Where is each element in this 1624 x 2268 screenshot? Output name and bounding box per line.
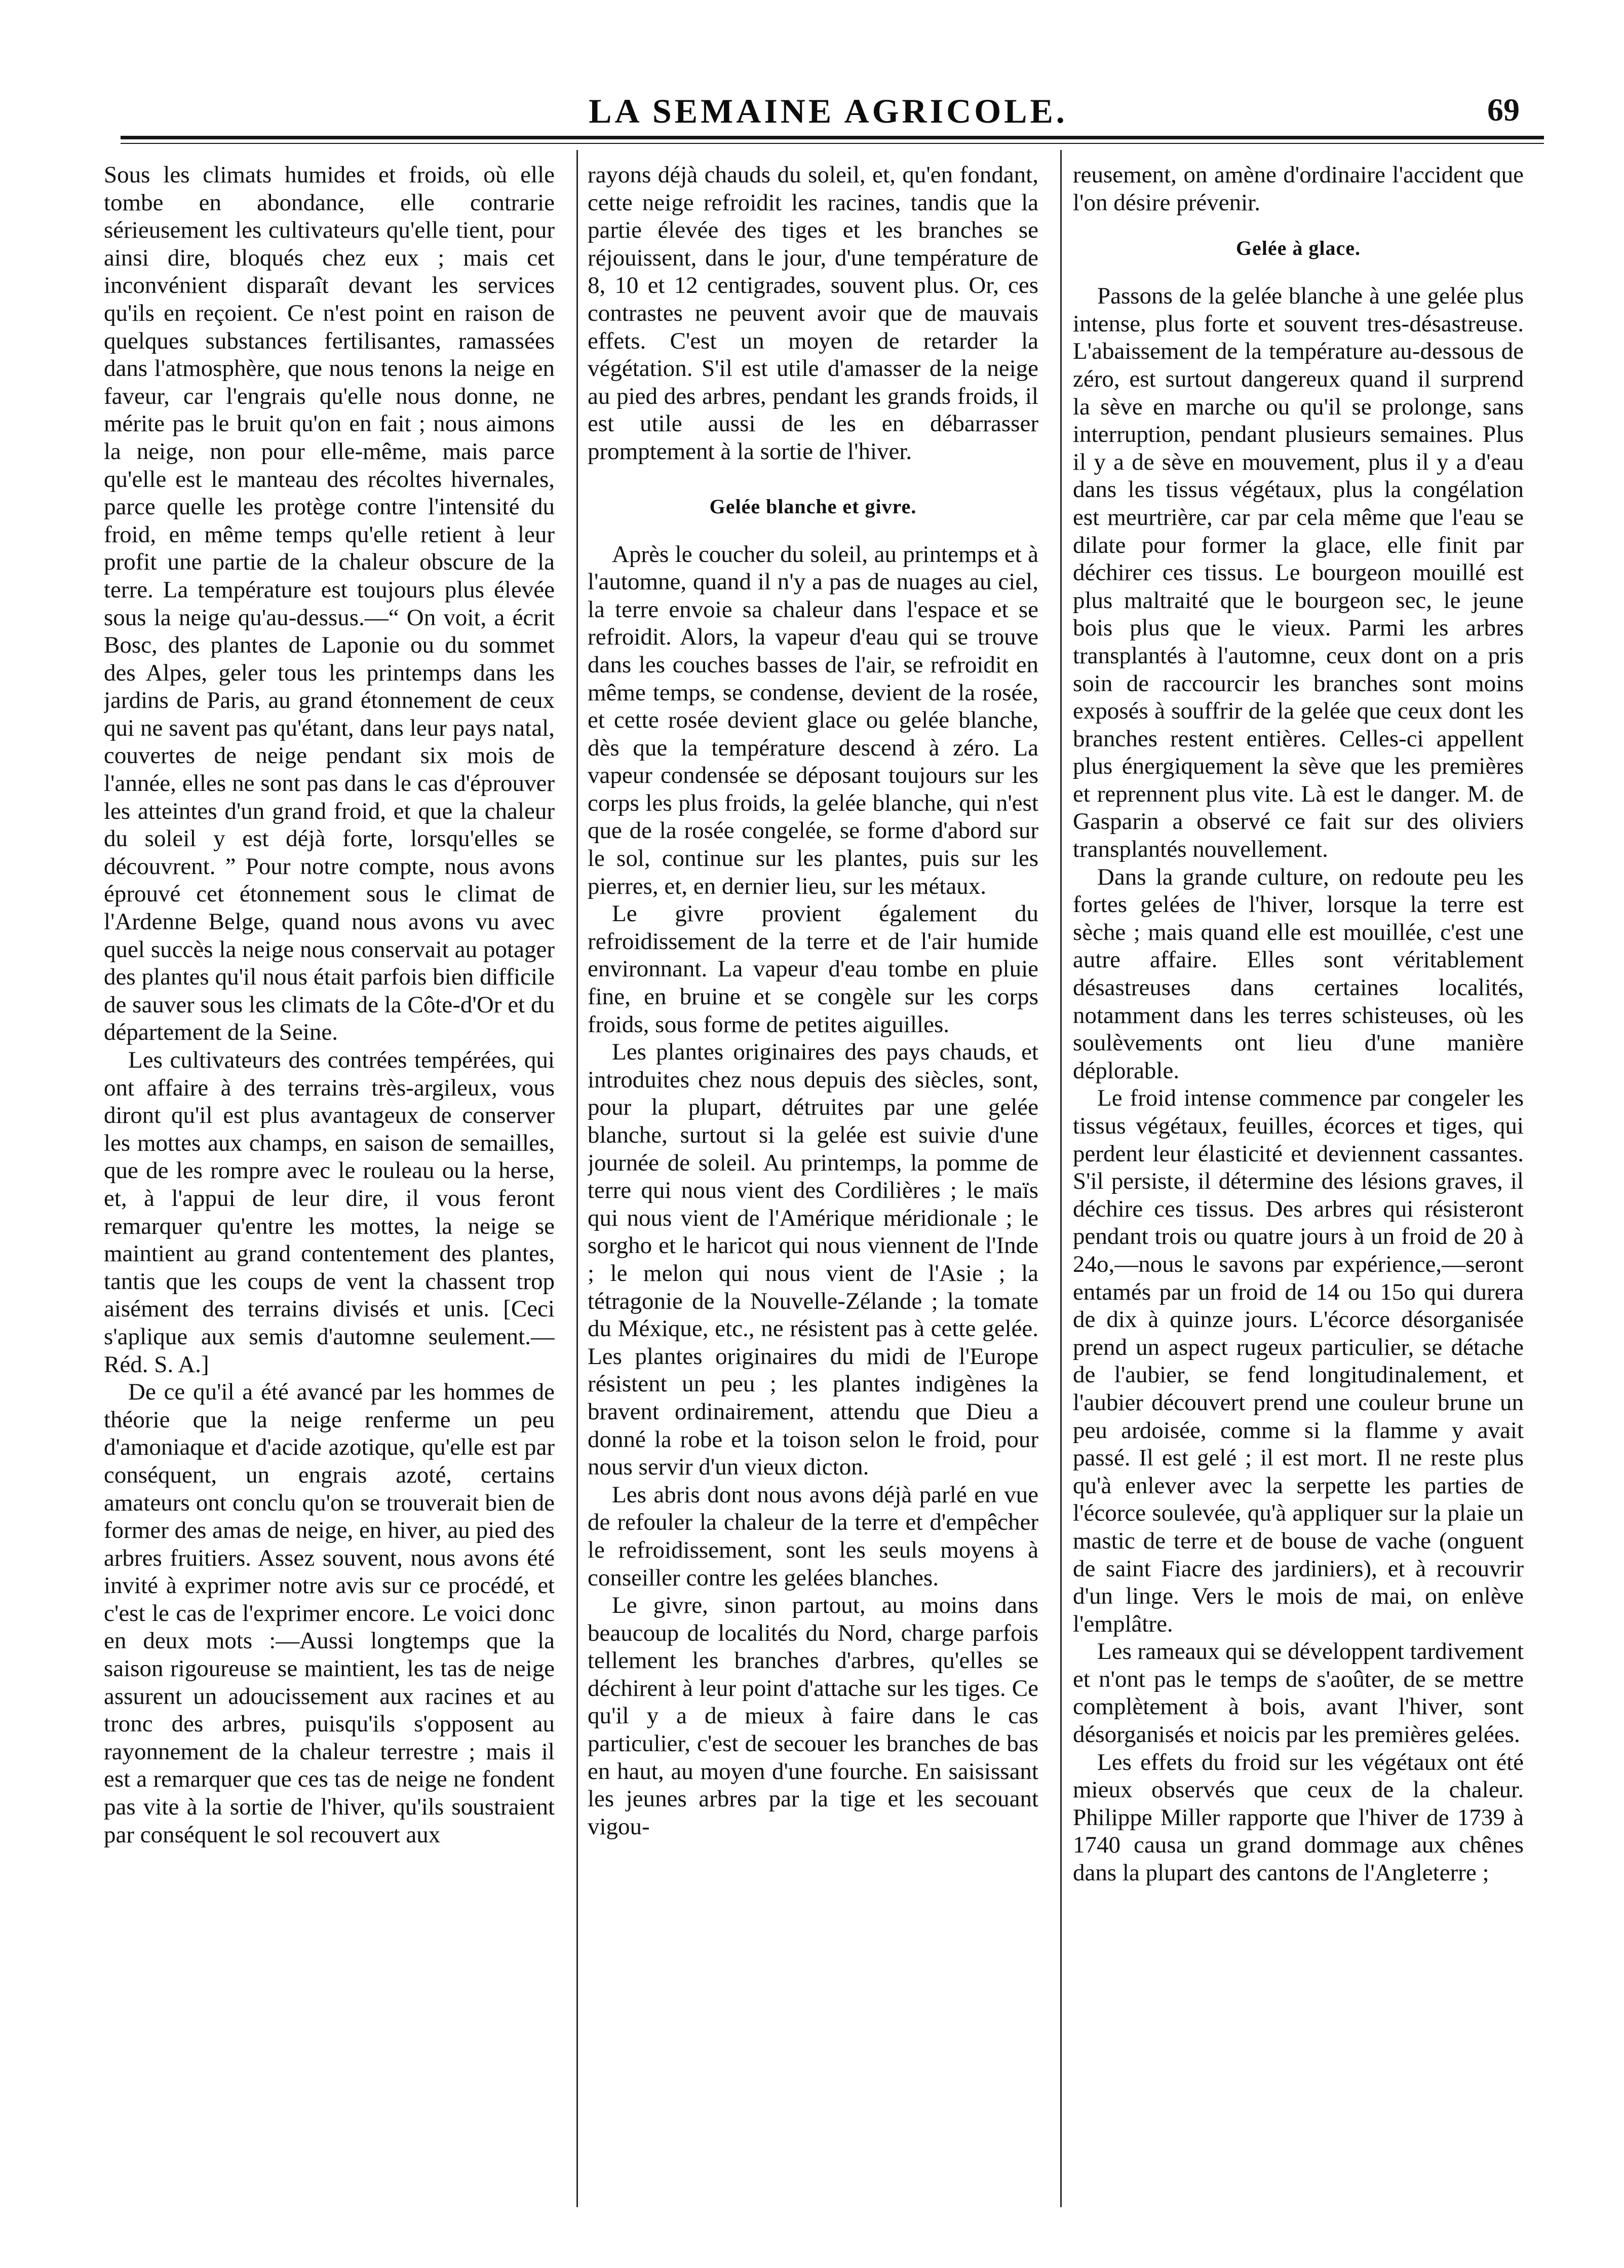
- page-header: [117, 86, 1540, 132]
- paragraph: Les rameaux qui se développent tardivement et n'ont pas le temps de s'aoûter, de se mettre complètement à bois, avant l'hiver, sont désorganisés et noicis par les premières gelées.: [1073, 1638, 1524, 1748]
- paragraph: Les cultivateurs des contrées tempérées, qui ont affaire à des terrains très-argileux, vous diront qu'il est plus avantageux de conserver les mottes aux champs, en saison de semailles, que de les rompre avec le rouleau ou la herse, et, à l'appui de leur dire, il vous feront remarquer qu'entre les mottes, la neige se maintient au grand contentement des plantes, tantis que les coups de vent la chassent trop aisément des terrains divisés et unis. [Ceci s'aplique aux semis d'automne seulement.—Réd. S. A.]: [104, 1047, 555, 1378]
- page-number: 69: [1487, 92, 1520, 128]
- paragraph: reusement, on amène d'ordinaire l'accident que l'on désire prévenir.: [1073, 162, 1524, 216]
- paragraph: Les plantes originaires des pays chauds, et introduites chez nous depuis des siècles, sont, pour la plupart, détruites par une gelée blanche, surtout si la gelée est suivie d'une journée de soleil. Au printemps, la pomme de terre qui nous vient des Cordilières ; le maïs qui nous vient de l'Amérique méridionale ; le sorgho et le haricot qui nous viennent de l'Inde ; le melon qui nous vient de l'Asie ; la tétragonie de la Nouvelle-Zélande ; la tomate du Méxique, etc., ne résistent pas à cette gelée. Les plantes originaires du midi de l'Europe résistent un peu ; les plantes indigènes la bravent ordinairement, attendu que Dieu a donné la robe et la toison selon le froid, pour nous servir d'un vieux dicton.: [588, 1039, 1038, 1481]
- paragraph: Le froid intense commence par congeler les tissus végétaux, feuilles, écorces et tiges, qui perdent leur élasticité et deviennent cassantes. S'il persiste, il détermine des lésions graves, il déchire ces tissus. Des arbres qui résisteront pendant trois ou quatre jours à un froid de 20 à 24o,—nous le savons par expérience,—seront entamés par un froid de 14 ou 15o qui durera de dix à quinze jours. L'écorce désorganisée prend un aspect rugeux particulier, se détache de l'aubier, se fend longitudinalement, et l'aubier découvert prend une couleur brune un peu ardoisée, comme si la flamme y avait passé. Il est gelé ; il est mort. Il ne reste plus qu'à enlever avec la serpette les parties de l'écorce soulevée, qu'à appliquer sur la plaie un mastic de terre et de bouse de vache (onguent de saint Fiacre des jardiniers), et à recouvrir d'un linge. Vers le mois de mai, on enlève l'emplâtre.: [1073, 1085, 1524, 1637]
- paragraph: Le givre provient également du refroidissement de la terre et de l'air humide environnant. La vapeur d'eau tombe en pluie fine, en bruine et se congèle sur les corps froids, sous forme de petites aiguilles.: [588, 900, 1038, 1038]
- paragraph: Le givre, sinon partout, au moins dans beaucoup de localités du Nord, charge parfois tellement les branches d'arbres, qu'elles se déchirent à leur point d'attache sur les tiges. Ce qu'il y a de mieux à faire dans le cas particulier, c'est de secouer les branches de bas en haut, au moyen d'une fourche. En saisissant les jeunes arbres par la tige et les secouant vigou-: [588, 1592, 1038, 1840]
- text-column-3: [1073, 161, 1524, 2208]
- column-divider: [1060, 150, 1062, 2207]
- section-heading: Gelée blanche et givre.: [709, 495, 917, 518]
- paragraph: Sous les climats humides et froids, où elle tombe en abondance, elle contrarie sérieusement les cultivateurs qu'elle tient, pour ainsi dire, bloqués chez eux ; mais cet inconvénient disparaît devant les services qu'ils en reçoient. Ce n'est point en raison de quelques substances fertilisantes, ramassées dans l'atmosphère, que nous tenons la neige en faveur, car l'engrais qu'elle nous donne, ne mérite pas le bruit qu'on en fait ; nous aimons la neige, non pour elle-même, mais parce qu'elle est le manteau des récoltes hivernales, parce quelle les protège contre l'intensité du froid, en même temps qu'elle retient à leur profit une partie de la chaleur obscure de la terre. La température est toujours plus élevée sous la neige qu'au-dessus.—“ On voit, a écrit Bosc, des plantes de Laponie ou du sommet des Alpes, geler tous les printemps dans les jardins de Paris, au grand étonnement de ceux qui ne savent pas qu'étant, dans leur pays natal, couvertes de neige pendant six mois de l'année, elles ne sont pas dans le cas d'éprouver les atteintes d'un grand froid, et que la chaleur du soleil y est déjà forte, lorsqu'elles se découvrent. ” Pour notre compte, nous avons éprouvé cet étonnement sous le climat de l'Ardenne Belge, quand nous avons vu avec quel succès la neige nous conservait au potager des plantes qu'il nous était parfois bien difficile de sauver sous les climats de la Côte-d'Or et du département de la Seine.: [104, 162, 555, 1046]
- column-divider: [576, 150, 578, 2207]
- text-column-2: [588, 161, 1038, 2208]
- paragraph: De ce qu'il a été avancé par les hommes de théorie que la neige renferme un peu d'amoniaque et d'acide azotique, qu'elle est par conséquent, un engrais azoté, certains amateurs ont conclu qu'on se trouverait bien de former des amas de neige, en hiver, au pied des arbres fruitiers. Assez souvent, nous avons été invité à exprimer notre avis sur ce procédé, et c'est le cas de l'exprimer encore. Le voici donc en deux mots :—Aussi longtemps que la saison rigoureuse se maintient, les tas de neige assurent un adoucissement aux racines et au tronc des arbres, puisqu'ils s'opposent au rayonnement de la chaleur terrestre ; mais il est a remarquer que ces tas de neige ne fondent pas vite à la sortie de l'hiver, qu'ils soustraient par conséquent le sol recouvert aux: [104, 1379, 555, 1848]
- section-heading: Gelée à glace.: [1235, 237, 1361, 260]
- header-rule-thin: [121, 143, 1544, 144]
- running-title: LA SEMAINE AGRICOLE.: [589, 92, 1068, 130]
- header-rule: [121, 136, 1544, 139]
- paragraph: rayons déjà chauds du soleil, et, qu'en fondant, cette neige refroidit les racines, tandis que la partie élevée des tiges et les branches se réjouissent, dans le jour, d'une température de 8, 10 et 12 centigrades, souvent plus. Or, ces contrastes ne peuvent avoir que de mauvais effets. C'est un moyen de retarder la végétation. S'il est utile d'amasser de la neige au pied des arbres, pendant les grands froids, il est utile aussi de les en débarrasser promptement à la sortie de l'hiver.: [588, 162, 1038, 465]
- text-column-1: [104, 161, 555, 2208]
- paragraph: Les effets du froid sur les végétaux ont été mieux observés que ceux de la chaleur. Philippe Miller rapporte que l'hiver de 1739 à 1740 causa un grand dommage aux chênes dans la plupart des cantons de l'Angleterre ;: [1073, 1749, 1524, 1886]
- paragraph: Après le coucher du soleil, au printemps et à l'automne, quand il n'y a pas de nuages au ciel, la terre envoie sa chaleur dans l'espace et se refroidit. Alors, la vapeur d'eau qui se trouve dans les couches basses de l'air, se refroidit en même temps, se condense, devient de la rosée, et cette rosée devient glace ou gelée blanche, dès que la température descend à zéro. La vapeur condensée se déposant toujours sur les corps les plus froids, la gelée blanche, qui n'est que de la rosée congelée, se forme d'abord sur le sol, continue sur les plantes, puis sur les pierres, et, en dernier lieu, sur les métaux.: [588, 541, 1038, 899]
- paragraph: Dans la grande culture, on redoute peu les fortes gelées de l'hiver, lorsque la terre est sèche ; mais quand elle est mouillée, c'est une autre affaire. Elles sont véritablement désastreuses dans certaines localités, notamment dans les terres schisteuses, où les soulèvements ont lieu d'une manière déplorable.: [1073, 863, 1524, 1084]
- paragraph: Les abris dont nous avons déjà parlé en vue de refouler la chaleur de la terre et d'empêcher le refroidissement, sont les seuls moyens à conseiller contre les gelées blanches.: [588, 1481, 1038, 1591]
- paragraph: Passons de la gelée blanche à une gelée plus intense, plus forte et souvent tres-désastreuse. L'abaissement de la température au-dessous de zéro, est surtout dangereux quand il surprend la sève en marche ou qu'il se prolonge, sans interruption, pendant plusieurs semaines. Plus il y a de sève en mouvement, plus il y a d'eau dans les tissus végétaux, plus la congélation est meurtrière, car par cela même que l'eau se dilate pour former la glace, elle finit par déchirer ces tissus. Le bourgeon mouillé est plus maltraité que le bourgeon sec, le jeune bois plus que le vieux. Parmi les arbres transplantés à l'automne, ceux dont on a pris soin de raccourcir les branches sont moins exposés à souffrir de la gelée que ceux dont les branches restent entières. Celles-ci appellent plus énergiquement la sève que les premières et reprennent plus vite. Là est le danger. M. de Gasparin a observé ce fait sur des oliviers transplantés nouvellement.: [1073, 283, 1524, 863]
